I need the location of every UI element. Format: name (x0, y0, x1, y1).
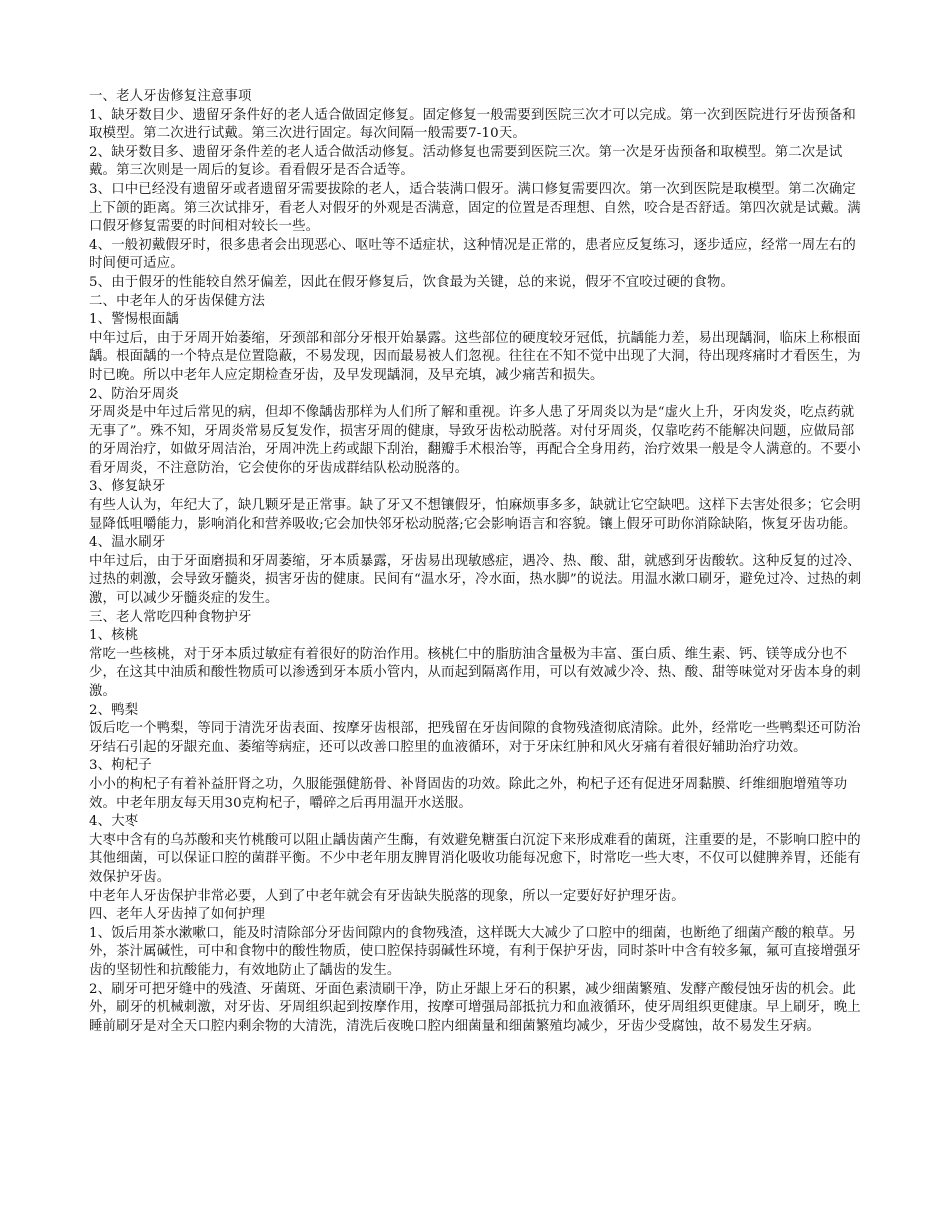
paragraph: 5、由于假牙的性能较自然牙偏差，因此在假牙修复后，饮食最为关键，总的来说，假牙不宜咬过硬的食物。 (89, 274, 735, 290)
section-heading-2: 二、中老年人的牙齿保健方法 (89, 293, 266, 309)
subheading: 2、防治牙周炎 (89, 386, 179, 402)
paragraph: 小小的枸杞子有着补益肝肾之功，久服能强健筋骨、补肾固齿的功效。除此之外，枸杞子还有促进牙周黏膜、纤维细胞增殖等功效。中老年朋友每天用30克枸杞子，嚼碎之后再用温开水送服。 (89, 776, 848, 811)
paragraph: 牙周炎是中年过后常见的病，但却不像龋齿那样为人们所了解和重视。许多人患了牙周炎以为是“虚火上升，牙肉发炎，吃点药就无事了”。殊不知，牙周炎常易反复发作，损害牙周的健康，导致牙齿松动脱落。对付牙周炎，仅靠吃药不能解决问题，应做局部的牙周治疗，如做牙周洁治，牙周冲洗上药或龈下刮治，翻瓣手术根治等，再配合全身用药，治疗效果一般是令人满意的。不要小看牙周炎，不注意防治，它会使你的牙齿成群结队松动脱落的。 (89, 405, 861, 476)
subheading: 3、修复缺牙 (89, 479, 166, 495)
section-heading-4: 四、老年人牙齿掉了如何护理 (89, 907, 266, 923)
paragraph: 有些人认为，年纪大了，缺几颗牙是正常事。缺了牙又不想镶假牙，怕麻烦事多多，缺就让它空缺吧。这样下去害处很多；它会明显降低咀嚼能力，影响消化和营养吸收;它会加快邻牙松动脱落;它会影响语言和容貌。镶上假牙可助你消除缺陷，恢复牙齿功能。 (89, 498, 861, 532)
paragraph: 2、刷牙可把牙缝中的残渣、牙菌斑、牙面色素渍刷干净，防止牙龈上牙石的积累，减少细菌繁殖、发酵产酸侵蚀牙齿的机会。此外，刷牙的机械刺激，对牙齿、牙周组织起到按摩作用，按摩可增强局部抵抗力和血液循环，使牙周组织更健康。早上刷牙，晚上睡前刷牙是对全天口腔内剩余物的大清洗，清洗后夜晚口腔内细菌量和细菌繁殖均减少，牙齿少受腐蚀，故不易发生牙病。 (89, 981, 861, 1034)
subheading: 2、鸭梨 (89, 702, 139, 718)
subheading: 4、温水刷牙 (89, 535, 166, 551)
paragraph: 1、缺牙数目少、遗留牙条件好的老人适合做固定修复。固定修复一般需要到医院三次才可以完成。第一次到医院进行牙齿预备和取模型。第二次进行试戴。第三次进行固定。每次间隔一般需要7-10天。 (89, 107, 856, 142)
paragraph: 中年过后，由于牙周开始萎缩，牙颈部和部分牙根开始暴露。这些部位的硬度较牙冠低，抗龋能力差，易出现龋洞，临床上称根面龋。根面龋的一个特点是位置隐蔽，不易发现，因而最易被人们忽视。往往在不知不觉中出现了大洞，待出现疼痛时才看医生，为时已晚。所以中老年人应定期检查牙齿，及早发现龋洞，及早充填，减少痛苦和损失。 (89, 330, 861, 383)
paragraph: 大枣中含有的乌苏酸和夹竹桃酸可以阻止龋齿菌产生酶，有效避免糖蛋白沉淀下来形成难看的菌斑，注重要的是，不影响口腔中的其他细菌，可以保证口腔的菌群平衡。不少中老年朋友脾胃消化吸收功能每况愈下，时常吃一些大枣，不仅可以健脾养胃，还能有效保护牙齿。 (89, 832, 861, 885)
paragraph: 中年过后，由于牙面磨损和牙周萎缩，牙本质暴露，牙齿易出现敏感症，遇冷、热、酸、甜，就感到牙齿酸软。这种反复的过冷、过热的刺激，会导致牙髓炎，损害牙齿的健康。民间有“温水牙，冷水面，热水脚”的说法。用温水漱口刷牙，避免过冷、过热的刺激，可以减少牙髓炎症的发生。 (89, 553, 862, 607)
paragraph: 饭后吃一个鸭梨，等同于清洗牙齿表面、按摩牙齿根部，把残留在牙齿间隙的食物残渣彻底清除。此外，经常吃一些鸭梨还可防治牙结石引起的牙龈充血、萎缩等病症，还可以改善口腔里的血液循环，对于牙床红肿和风火牙痛有着很好辅助治疗功效。 (89, 721, 861, 755)
paragraph: 2、缺牙数目多、遗留牙条件差的老人适合做活动修复。活动修复也需要到医院三次。第一次是牙齿预备和取模型。第二次是试戴。第三次则是一周后的复诊。看看假牙是否合适等。 (89, 144, 843, 179)
section-heading-3: 三、老人常吃四种食物护牙 (89, 609, 252, 625)
subheading: 4、大枣 (89, 814, 139, 830)
subheading: 1、核桃 (89, 628, 139, 644)
subheading: 3、枸杞子 (89, 758, 152, 774)
subheading: 1、警惕根面龋 (89, 312, 179, 328)
section-heading-1: 一、老人牙齿修复注意事项 (89, 89, 252, 104)
paragraph: 1、饭后用茶水漱嗽口，能及时清除部分牙齿间隙内的食物残渣，这样既大大减少了口腔中的细菌，也断绝了细菌产酸的粮草。另外，茶汁属碱性，可中和食物中的酸性物质，使口腔保持弱碱性环境，有利于保护牙齿，同时茶叶中含有较多氟，氟可直接增强牙齿的坚韧性和抗酸能力，有效地防止了龋齿的发生。 (89, 925, 861, 978)
paragraph: 中老年人牙齿保护非常必要，人到了中老年就会有牙齿缺失脱落的现象，所以一定要好好护理牙齿。 (89, 888, 685, 904)
paragraph: 常吃一些核桃，对于牙本质过敏症有着很好的防治作用。核桃仁中的脂肪油含量极为丰富、蛋白质、维生素、钙、镁等成分也不少，在这其中油质和酸性物质可以渗透到牙本质小管内，从而起到隔离作用，可以有效减少冷、热、酸、甜等味觉对牙齿本身的刺激。 (89, 646, 861, 699)
paragraph: 4、一般初戴假牙时，很多患者会出现恶心、呕吐等不适症状，这种情况是正常的，患者应反复练习，逐步适应，经常一周左右的时间便可适应。 (89, 237, 856, 272)
paragraph: 3、口中已经没有遗留牙或者遗留牙需要拔除的老人，适合装满口假牙。满口修复需要四次。第一次到医院是取模型。第二次确定上下颌的距离。第三次试排牙，看老人对假牙的外观是否满意，固定的位置是否理想、自然，咬合是否舒适。第四次就是试戴。满口假牙修复需要的时间相对较长一些。 (89, 181, 861, 235)
